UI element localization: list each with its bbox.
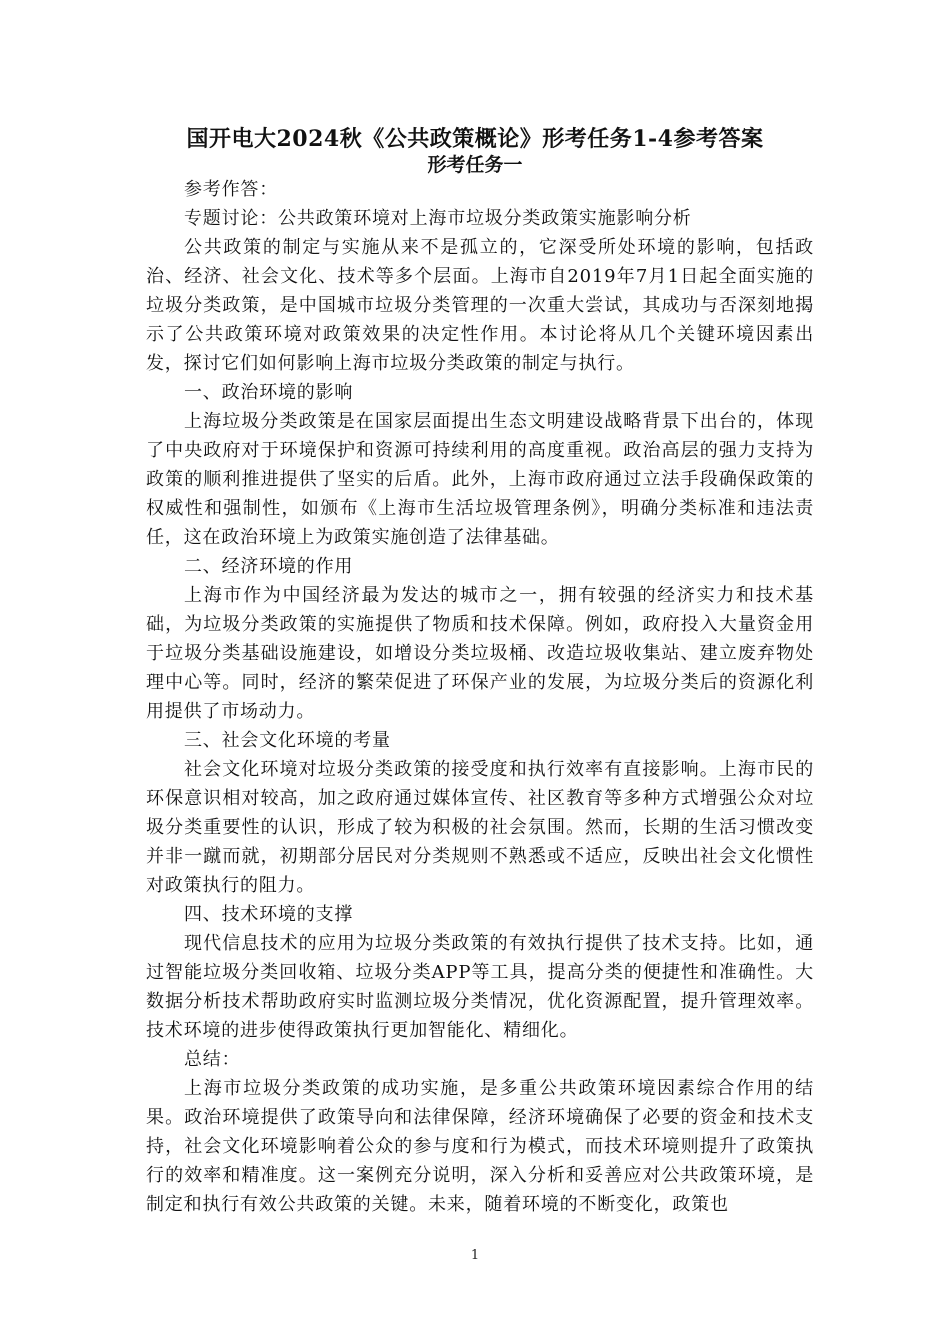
document-title: 国开电大2024秋《公共政策概论》形考任务1-4参考答案 [186,126,764,152]
summary-heading: 总结： [184,1049,241,1070]
political-paragraph: 上海垃圾分类政策是在国家层面提出生态文明建设战略背景下出台的，体现了中央政府对于环境保护和资源可持续利用的高度重视。政治高层的强力支持为政策的顺利推进提供了坚实的后盾。此外，上海市政府通过立法手段确保政策的权威性和强制性，如颁布《上海市生活垃圾管理条例》，明确分类标准和违法责任，这在政治环境上为政策实施创造了法律基础。 [146,411,814,548]
section-heading-technology: 四、技术环境的支撑 [184,904,354,925]
topic-heading: 专题讨论：公共政策环境对上海市垃圾分类政策实施影响分析 [184,208,692,229]
section-heading-political: 一、政治环境的影响 [184,382,354,403]
page-number: 1 [470,1248,480,1263]
economic-paragraph: 上海市作为中国经济最为发达的城市之一，拥有较强的经济实力和技术基础，为垃圾分类政策的实施提供了物质和技术保障。例如，政府投入大量资金用于垃圾分类基础设施建设，如增设分类垃圾桶、改造垃圾收集站、建立废弃物处理中心等。同时，经济的繁荣促进了环保产业的发展，为垃圾分类后的资源化利用提供了市场动力。 [146,585,814,722]
document-body [146,175,814,1219]
intro-paragraph: 公共政策的制定与实施从来不是孤立的，它深受所处环境的影响，包括政治、经济、社会文化、技术等多个层面。上海市自2019年7月1日起全面实施的垃圾分类政策，是中国城市垃圾分类管理的一次重大尝试，其成功与否深刻地揭示了公共政策环境对政策效果的决定性作用。本讨论将从几个关键环境因素出发，探讨它们如何影响上海市垃圾分类政策的制定与执行。 [146,237,814,374]
answer-label: 参考作答： [184,179,278,200]
sociocultural-paragraph: 社会文化环境对垃圾分类政策的接受度和执行效率有直接影响。上海市民的环保意识相对较高，加之政府通过媒体宣传、社区教育等多种方式增强公众对垃圾分类重要性的认识，形成了较为积极的社会氛围。然而，长期的生活习惯改变并非一蹴而就，初期部分居民对分类规则不熟悉或不适应，反映出社会文化惯性对政策执行的阻力。 [146,759,814,896]
document-subtitle: 形考任务一 [427,154,523,176]
section-heading-economic: 二、经济环境的作用 [184,556,354,577]
summary-paragraph: 上海市垃圾分类政策的成功实施，是多重公共政策环境因素综合作用的结果。政治环境提供了政策导向和法律保障，经济环境确保了必要的资金和技术支持，社会文化环境影响着公众的参与度和行为模式，而技术环境则提升了政策执行的效率和精准度。这一案例充分说明，深入分析和妥善应对公共政策环境，是制定和执行有效公共政策的关键。未来，随着环境的不断变化，政策也 [146,1078,814,1215]
section-heading-sociocultural: 三、社会文化环境的考量 [184,730,391,751]
technology-paragraph: 现代信息技术的应用为垃圾分类政策的有效执行提供了技术支持。比如，通过智能垃圾分类回收箱、垃圾分类APP等工具，提高分类的便捷性和准确性。大数据分析技术帮助政府实时监测垃圾分类情况，优化资源配置，提升管理效率。技术环境的进步使得政策执行更加智能化、精细化。 [146,933,814,1041]
